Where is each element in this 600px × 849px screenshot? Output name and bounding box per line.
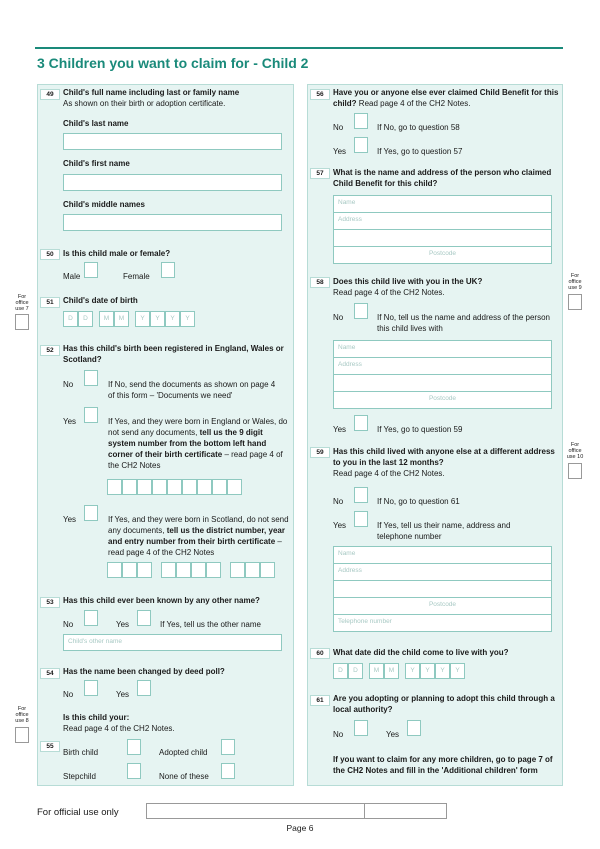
- q52-yes1-text: [108, 416, 288, 471]
- q58-address-input[interactable]: Address: [333, 357, 552, 375]
- q56-no-label: No: [333, 123, 344, 132]
- official-use-box-1[interactable]: [146, 803, 365, 819]
- q54-yes-label: Yes: [116, 690, 130, 699]
- q52-no-checkbox[interactable]: [84, 370, 98, 386]
- district-cell[interactable]: [122, 562, 137, 578]
- q58-postcode-input[interactable]: [333, 391, 552, 409]
- q59-name-input[interactable]: Name: [333, 546, 552, 564]
- q55-number: 55: [40, 741, 60, 752]
- q60-title: What date did the child come to live with you?: [333, 648, 509, 657]
- q58-yes-label: Yes: [333, 425, 347, 434]
- q56-yes-checkbox[interactable]: [354, 137, 368, 153]
- office-use-10-box[interactable]: [568, 463, 582, 479]
- office-8-l1: For: [17, 706, 27, 712]
- q58-yes-text: If Yes, go to question 59: [377, 425, 463, 434]
- q61-no-checkbox[interactable]: [354, 720, 368, 736]
- live-day-2[interactable]: D: [348, 663, 363, 679]
- office-10-l2: office: [568, 448, 582, 454]
- adopted-child-checkbox[interactable]: [221, 739, 235, 755]
- dob-day-1[interactable]: D: [63, 311, 78, 327]
- year-cell[interactable]: [176, 562, 191, 578]
- year-cell[interactable]: [161, 562, 176, 578]
- q59-yes-checkbox[interactable]: [354, 511, 368, 527]
- live-date-cells: [333, 663, 465, 679]
- other-name-input[interactable]: Child's other name: [63, 634, 282, 651]
- q59-no-checkbox[interactable]: [354, 487, 368, 503]
- official-use-box-2[interactable]: [364, 803, 447, 819]
- q54-yes-checkbox[interactable]: [137, 680, 151, 696]
- q49-number: 49: [40, 89, 60, 100]
- sysnum-cell[interactable]: [167, 479, 182, 495]
- sysnum-cell[interactable]: [122, 479, 137, 495]
- q57-postcode-input[interactable]: [333, 246, 552, 264]
- q52-yes2-label: Yes: [63, 515, 77, 524]
- q52-yes1-text-c: – read page 4 of the CH2 Notes: [108, 450, 283, 470]
- q59-subtitle: Read page 4 of the CH2 Notes.: [333, 469, 445, 478]
- q52-no-label: No: [63, 380, 74, 389]
- last-name-label: Child's last name: [63, 119, 129, 128]
- q54-no-checkbox[interactable]: [84, 680, 98, 696]
- q52-yes1-label: Yes: [63, 417, 77, 426]
- q59-yes-text: If Yes, tell us their name, address and telephone number: [377, 521, 511, 541]
- office-7-l3: use 7: [15, 306, 29, 312]
- office-10-l1: For: [570, 442, 580, 448]
- q57-address-line[interactable]: [333, 229, 552, 247]
- q57-title: What is the name and address of the person who claimed Child Benefit for this child?: [333, 168, 552, 188]
- q58-yes-checkbox[interactable]: [354, 415, 368, 431]
- dob-year-3[interactable]: Y: [165, 311, 180, 327]
- first-name-label: Child's first name: [63, 159, 130, 168]
- q56-number: 56: [310, 89, 330, 100]
- q58-no-label: No: [333, 313, 344, 322]
- q61-no-label: No: [333, 730, 344, 739]
- q61-title: Are you adopting or planning to adopt this child through a local authority?: [333, 694, 555, 714]
- q54-number: 54: [40, 668, 60, 679]
- q58-subtitle: Read page 4 of the CH2 Notes.: [333, 288, 445, 297]
- page-number: Page 6: [286, 823, 314, 833]
- dob-year-4[interactable]: Y: [180, 311, 195, 327]
- q61-yes-label: Yes: [386, 730, 400, 739]
- q52-yes2-checkbox[interactable]: [84, 505, 98, 521]
- q58-no-text: If No, tell us the name and address of the person this child lives with: [377, 313, 550, 333]
- q52-number: 52: [40, 345, 60, 356]
- office-use-7-box[interactable]: [15, 314, 29, 330]
- sysnum-cell[interactable]: [107, 479, 122, 495]
- office-use-8-label: [11, 706, 33, 724]
- office-9-l1: For: [570, 273, 580, 279]
- sysnum-cell[interactable]: [152, 479, 167, 495]
- q55-title: Is this child your:: [63, 713, 130, 722]
- q57-number: 57: [310, 168, 330, 179]
- office-9-l3: use 9: [568, 285, 582, 291]
- year-cell[interactable]: [191, 562, 206, 578]
- office-7-l1: For: [17, 294, 27, 300]
- q56-subtitle: Read page 4 of the CH2 Notes.: [356, 99, 471, 108]
- live-year-3[interactable]: Y: [435, 663, 450, 679]
- live-year-2[interactable]: Y: [420, 663, 435, 679]
- q56-title-text: Have you or anyone else ever claimed Child Benefit for this child?: [333, 88, 559, 108]
- birth-child-checkbox[interactable]: [127, 739, 141, 755]
- office-8-l3: use 8: [15, 718, 29, 724]
- q49-subtitle: As shown on their birth or adoption certificate.: [63, 99, 226, 108]
- dob-cells: [63, 311, 195, 327]
- office-use-9-label: [564, 273, 586, 291]
- q59-address-line[interactable]: [333, 580, 552, 598]
- q54-title: Has the name been changed by deed poll?: [63, 667, 225, 676]
- q53-no-label: No: [63, 620, 74, 629]
- live-month-2[interactable]: M: [384, 663, 399, 679]
- q52-yes2-text-b: tell us the district number, year and entry number from their birth certificate: [108, 526, 285, 546]
- dob-day-2[interactable]: D: [78, 311, 93, 327]
- q59-yes-label: Yes: [333, 521, 347, 530]
- year-cell[interactable]: [206, 562, 221, 578]
- q59-title: Has this child lived with anyone else at a different address to you in the last 12 months?: [333, 447, 555, 467]
- q55-subtitle: Read page 4 of the CH2 Notes.: [63, 724, 175, 733]
- office-use-10-label: [564, 442, 586, 460]
- office-7-l2: office: [15, 300, 29, 306]
- q53-title: Has this child ever been known by any other name?: [63, 596, 260, 605]
- page-title: 3 Children you want to claim for - Child 2: [37, 55, 309, 71]
- q49-title: Child's full name including last or family name: [63, 88, 240, 97]
- q58-name-input[interactable]: Name: [333, 340, 552, 358]
- q61-yes-checkbox[interactable]: [407, 720, 421, 736]
- entry-cell[interactable]: [230, 562, 245, 578]
- q50-title: Is this child male or female?: [63, 249, 171, 258]
- q56-yes-label: Yes: [333, 147, 347, 156]
- q57-postcode-label: Postcode: [428, 250, 457, 257]
- dob-year-2[interactable]: Y: [150, 311, 165, 327]
- q58-no-checkbox[interactable]: [354, 303, 368, 319]
- q60-number: 60: [310, 648, 330, 659]
- q53-number: 53: [40, 597, 60, 608]
- male-label: Male: [63, 272, 81, 281]
- q50-number: 50: [40, 249, 60, 260]
- dob-year-1[interactable]: Y: [135, 311, 150, 327]
- district-cell[interactable]: [137, 562, 152, 578]
- q52-yes1-text-b: tell us the 9 digit system number from the bottom left hand corner of their birth certificate: [108, 428, 267, 459]
- q53-yes-checkbox[interactable]: [137, 610, 151, 626]
- office-use-9-box[interactable]: [568, 294, 582, 310]
- q57-address-input[interactable]: Address: [333, 212, 552, 230]
- top-rule: [35, 47, 563, 49]
- q56-yes-text: If Yes, go to question 57: [377, 147, 463, 156]
- live-year-4[interactable]: Y: [450, 663, 465, 679]
- entry-cell[interactable]: [245, 562, 260, 578]
- live-year-1[interactable]: Y: [405, 663, 420, 679]
- q56-no-text: If No, go to question 58: [377, 123, 460, 132]
- office-use-8-box[interactable]: [15, 727, 29, 743]
- sysnum-cell[interactable]: [182, 479, 197, 495]
- live-day-1[interactable]: D: [333, 663, 348, 679]
- stepchild-checkbox[interactable]: [127, 763, 141, 779]
- q58-postcode-label: Postcode: [428, 395, 457, 402]
- q57-name-input[interactable]: Name: [333, 195, 552, 213]
- q59-postcode-label: Postcode: [428, 601, 457, 608]
- q52-yes2-text-c: – read page 4 of the CH2 Notes: [108, 537, 282, 557]
- office-9-l2: office: [568, 279, 582, 285]
- sysnum-cell[interactable]: [227, 479, 242, 495]
- scotland-number-cells: [107, 562, 275, 578]
- q52-no-text: If No, send the documents as shown on page 4 of this form – 'Documents we need': [108, 380, 276, 400]
- q51-number: 51: [40, 297, 60, 308]
- q59-no-text: If No, go to question 61: [377, 497, 460, 506]
- middle-name-label: Child's middle names: [63, 200, 145, 209]
- q52-yes2-text: [108, 514, 290, 558]
- sysnum-cell[interactable]: [137, 479, 152, 495]
- q59-postcode-input[interactable]: [333, 597, 552, 615]
- first-name-input[interactable]: [63, 174, 282, 191]
- q61-note: If you want to claim for any more children, go to page 7 of the CH2 Notes and fill in the 'Additional children' form: [333, 755, 553, 775]
- q58-number: 58: [310, 277, 330, 288]
- female-checkbox[interactable]: [161, 262, 175, 278]
- system-number-cells: [107, 479, 242, 495]
- q58-title: Does this child live with you in the UK?: [333, 277, 483, 286]
- sysnum-cell[interactable]: [197, 479, 212, 495]
- sysnum-cell[interactable]: [212, 479, 227, 495]
- q52-yes1-checkbox[interactable]: [84, 407, 98, 423]
- q56-title: [333, 87, 559, 109]
- q61-number: 61: [310, 695, 330, 706]
- office-8-l2: office: [15, 712, 29, 718]
- male-checkbox[interactable]: [84, 262, 98, 278]
- live-month-1[interactable]: M: [369, 663, 384, 679]
- q53-yes-label: Yes: [116, 620, 130, 629]
- office-10-l3: use 10: [566, 454, 584, 460]
- official-use-label: For official use only: [37, 807, 119, 818]
- none-checkbox[interactable]: [221, 763, 235, 779]
- q54-no-label: No: [63, 690, 74, 699]
- female-label: Female: [123, 272, 150, 281]
- last-name-input[interactable]: [63, 133, 282, 150]
- stepchild-label: Stepchild: [63, 772, 96, 781]
- q59-address-input[interactable]: Address: [333, 563, 552, 581]
- q52-yes2-text-a: If Yes, and they were born in Scotland, do not send any documents,: [108, 515, 289, 535]
- birth-child-label: Birth child: [63, 748, 99, 757]
- right-panel: [307, 84, 563, 786]
- entry-cell[interactable]: [260, 562, 275, 578]
- q59-number: 59: [310, 447, 330, 458]
- district-cell[interactable]: [107, 562, 122, 578]
- dob-month-1[interactable]: M: [99, 311, 114, 327]
- q52-yes1-text-a: If Yes, and they were born in England or Wales, do not send any documents,: [108, 417, 288, 437]
- q53-yes-text: If Yes, tell us the other name: [160, 620, 261, 629]
- q52-title: Has this child's birth been registered in England, Wales or Scotland?: [63, 344, 284, 364]
- none-label: None of these: [159, 772, 209, 781]
- office-use-7-label: [11, 294, 33, 312]
- q59-phone-input[interactable]: Telephone number: [333, 614, 552, 632]
- adopted-child-label: Adopted child: [159, 748, 208, 757]
- dob-month-2[interactable]: M: [114, 311, 129, 327]
- q51-title: Child's date of birth: [63, 296, 138, 305]
- q53-no-checkbox[interactable]: [84, 610, 98, 626]
- q56-no-checkbox[interactable]: [354, 113, 368, 129]
- q58-address-line[interactable]: [333, 374, 552, 392]
- middle-name-input[interactable]: [63, 214, 282, 231]
- q59-no-label: No: [333, 497, 344, 506]
